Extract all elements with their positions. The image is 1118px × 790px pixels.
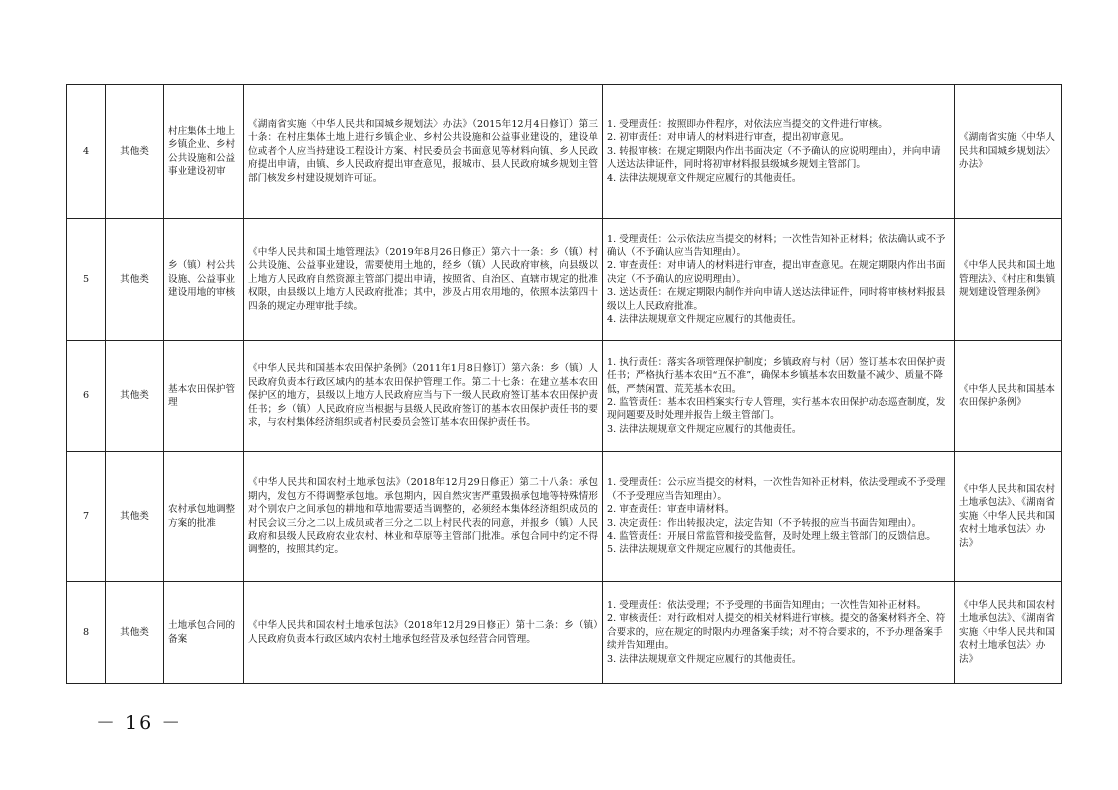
responsibility-item: 4. 监管责任：开展日常监管和接受监督，及时处理上级主管部门的反馈信息。 xyxy=(607,530,936,542)
table-row xyxy=(67,582,1062,684)
responsibility-cell xyxy=(603,341,955,452)
responsibility-cell xyxy=(603,219,955,341)
responsibility-item: 4. 法律法规规章文件规定应履行的其他责任。 xyxy=(607,172,802,184)
table-row xyxy=(67,341,1062,452)
item-name-cell: 村庄集体土地上乡镇企业、乡村公共设施和公益事业建设初审 xyxy=(164,85,244,219)
row-number: 7 xyxy=(67,452,106,582)
responsibility-item: 3. 法律法规规章文件规定应履行的其他责任。 xyxy=(607,423,802,435)
legal-basis-cell: 《中华人民共和国农村土地承包法》（2018年12月29日修正）第二十八条：承包期内，发包方不得调整承包地。承包期内，因自然灾害严重毁损承包地等特殊情形对个别农户之间承包的耕地和草地需要适当调整的，必须经本集体经济组织成员的村民会议三分之二以上成员或者三分之二以上村民代表的同意，并报乡（镇）人民政府和县级人民政府农业农村、林业和草原等主管部门批准。承包合同中约定不得调整的，按照其约定。 xyxy=(244,452,603,582)
row-number: 8 xyxy=(67,582,106,684)
responsibility-item: 5. 法律法规规章文件规定应履行的其他责任。 xyxy=(607,544,802,556)
legal-basis-cell: 《中华人民共和国基本农田保护条例》（2011年1月8日修订）第六条：乡（镇）人民政府负责本行政区域内的基本农田保护管理工作。第二十七条：在建立基本农田保护区的地方，县级以上地方人民政府应当与下一级人民政府签订基本农田保护责任书；乡（镇）人民政府应当根据与县级人民政府签订的基本农田保护责任书的要求，与农村集体经济组织或者村民委员会签订基本农田保护责任书。 xyxy=(244,341,603,452)
row-number: 6 xyxy=(67,341,106,452)
responsibility-item: 3. 法律法规规章文件规定应履行的其他责任。 xyxy=(607,653,802,665)
responsibility-item: 1. 执行责任：落实各项管理保护制度；乡镇政府与村（居）签订基本农田保护责任书；严格执行基本农田“五不准”，确保本乡镇基本农田数量不减少、质量不降低，严禁闲置、荒芜基本农田。 xyxy=(607,356,946,395)
table-row xyxy=(67,219,1062,341)
item-name-cell: 农村承包地调整方案的批准 xyxy=(164,452,244,582)
responsibility-item: 2. 审查责任：审查申请材料。 xyxy=(607,504,735,516)
responsibility-item: 2. 监管责任：基本农田档案实行专人管理，实行基本农田保护动态巡查制度，发现问题要及时处理并报告上级主管部门。 xyxy=(607,397,946,422)
table-row xyxy=(67,452,1062,582)
legal-basis-cell: 《中华人民共和国农村土地承包法》（2018年12月29日修正）第十二条：乡（镇）人民政府负责本行政区域内农村土地承包经营及承包经营合同管理。 xyxy=(244,582,603,684)
responsibility-item: 2. 审查责任：对申请人的材料进行审查，提出审查意见。在规定期限内作出书面决定（不予确认的应说明理由）。 xyxy=(607,260,946,285)
table-row xyxy=(67,85,1062,219)
responsibility-item: 1. 受理责任：公示应当提交的材料，一次性告知补正材料，依法受理或不予受理（不予受理应当告知理由）。 xyxy=(607,477,946,502)
category-cell: 其他类 xyxy=(106,341,164,452)
item-name-cell: 基本农田保护管理 xyxy=(164,341,244,452)
legal-basis-cell: 《中华人民共和国土地管理法》（2019年8月26日修正）第六十一条：乡（镇）村公共设施、公益事业建设，需要使用土地的，经乡（镇）人民政府审核，向县级以上地方人民政府自然资源主管部门提出申请，按照省、自治区、直辖市规定的批准权限，由县级以上地方人民政府批准；其中，涉及占用农用地的，依照本法第四十四条的规定办理审批手续。 xyxy=(244,219,603,341)
row-number: 4 xyxy=(67,85,106,219)
responsibility-item: 3. 送达责任：在规定期限内制作并向申请人送达法律证件，同时将审核材料报县级以上人民政府批准。 xyxy=(607,287,946,312)
responsibility-item: 2. 初审责任：对申请人的材料进行审查，提出初审意见。 xyxy=(607,132,850,144)
power-list-table xyxy=(66,84,1062,684)
law-reference-cell: 《中华人民共和国农村土地承包法》、《湖南省实施〈中华人民共和国农村土地承包法〉办法》 xyxy=(955,582,1062,684)
item-name-cell: 土地承包合同的备案 xyxy=(164,582,244,684)
category-cell: 其他类 xyxy=(106,582,164,684)
responsibility-item: 1. 受理责任：按照即办件程序，对依法应当提交的文件进行审核。 xyxy=(607,118,888,130)
responsibility-item: 4. 法律法规规章文件规定应履行的其他责任。 xyxy=(607,314,802,326)
row-number: 5 xyxy=(67,219,106,341)
page-number: － 16 － xyxy=(96,712,183,734)
category-cell: 其他类 xyxy=(106,219,164,341)
responsibility-item: 1. 受理责任：公示依法应当提交的材料；一次性告知补正材料；依法确认或不予确认（不予确认应当告知理由）。 xyxy=(607,233,946,258)
responsibility-item: 3. 决定责任：作出转报决定，法定告知（不予转报的应当书面告知理由）。 xyxy=(607,517,922,529)
responsibility-cell xyxy=(603,452,955,582)
responsibility-cell xyxy=(603,582,955,684)
law-reference-cell: 《中华人民共和国基本农田保护条例》 xyxy=(955,341,1062,452)
law-reference-cell: 《中华人民共和国土地管理法》、《村庄和集镇规划建设管理条例》 xyxy=(955,219,1062,341)
law-reference-cell: 《湖南省实施〈中华人民共和国城乡规划法〉办法》 xyxy=(955,85,1062,219)
category-cell: 其他类 xyxy=(106,85,164,219)
law-reference-cell: 《中华人民共和国农村土地承包法》、《湖南省实施〈中华人民共和国农村土地承包法〉办法》 xyxy=(955,452,1062,582)
responsibility-cell xyxy=(603,85,955,219)
table-body xyxy=(67,85,1062,684)
responsibility-item: 1. 受理责任：依法受理；不予受理的书面告知理由；一次性告知补正材料。 xyxy=(607,599,927,611)
legal-basis-cell: 《湖南省实施〈中华人民共和国城乡规划法〉办法》（2015年12月4日修订）第三十条：在村庄集体土地上进行乡镇企业、乡村公共设施和公益事业建设的，建设单位或者个人应当持建设工程设计方案、村民委员会书面意见等材料向镇、乡人民政府提出申请，由镇、乡人民政府提出审查意见，报城市、县人民政府城乡规划主管部门核发乡村建设规划许可证。 xyxy=(244,85,603,219)
responsibility-item: 3. 转报审核：在规定期限内作出书面决定（不予确认的应说明理由），并向申请人送达法律证件，同时将初审材料报县级城乡规划主管部门。 xyxy=(607,145,941,171)
category-cell: 其他类 xyxy=(106,452,164,582)
item-name-cell: 乡（镇）村公共设施、公益事业建设用地的审核 xyxy=(164,219,244,341)
responsibility-item: 2. 审核责任：对行政相对人提交的相关材料进行审核。提交的备案材料齐全、符合要求的，应在规定的时限内办理备案手续；对不符合要求的，不予办理备案手续并告知理由。 xyxy=(607,613,946,652)
